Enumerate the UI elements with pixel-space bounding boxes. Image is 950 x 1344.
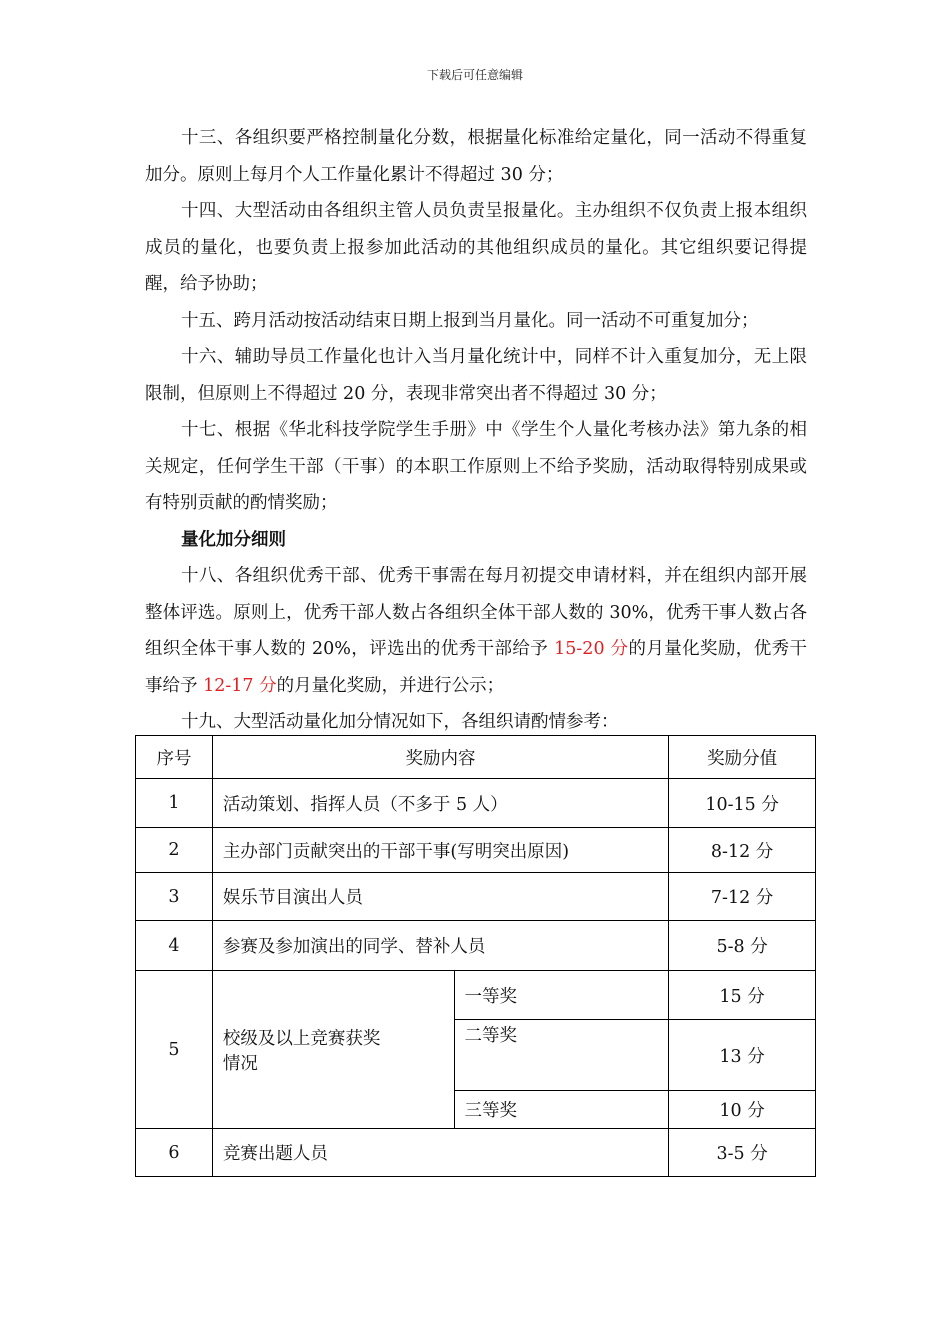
header-no: 序号 (136, 736, 213, 779)
award-score: 10 分 (669, 1091, 816, 1129)
award-level: 一等奖 (454, 971, 669, 1020)
row-content: 参赛及参加演出的同学、替补人员 (212, 921, 668, 971)
row-score: 7-12 分 (669, 873, 816, 921)
rule-18-text-1: 十八、各组织优秀干部、优秀干事需在每月初提交申请材料，并在组织内部开展整体评选。原则上，优秀干部人数占各组织全体干部人数的 30%，优秀干事人数占各组织全体干事人数的 20%，评选出的优秀干部给予 (145, 566, 807, 659)
row-score: 8-12 分 (669, 828, 816, 873)
row-no: 3 (136, 873, 213, 921)
header-score: 奖励分值 (669, 736, 816, 779)
table-row (136, 779, 816, 828)
rule-17: 十七、根据《华北科技学院学生手册》中《学生个人量化考核办法》第九条的相关规定，任何学生干部（干事）的本职工作原则上不给予奖励，活动取得特别成果或有特别贡献的酌情奖励； (145, 420, 807, 513)
row-no: 5 (136, 971, 213, 1129)
rule-18-text-2: 的月量化奖励，优秀干事给予 (145, 639, 807, 696)
rule-18-highlight-2: 12-17 分 (203, 675, 277, 696)
rule-16: 十六、辅助导员工作量化也计入当月量化统计中，同样不计入重复加分，无上限限制，但原则上不得超过 20 分，表现非常突出者不得超过 30 分； (145, 347, 807, 404)
row-no: 4 (136, 921, 213, 971)
row-score: 3-5 分 (669, 1129, 816, 1177)
row-score: 5-8 分 (669, 921, 816, 971)
page-header: 下载后可任意编辑 (426, 68, 523, 82)
competition-content-line-1: 校级及以上竞赛获奖 (222, 1028, 381, 1049)
rule-13: 十三、各组织要严格控制量化分数，根据量化标准给定量化，同一活动不得重复加分。原则上每月个人工作量化累计不得超过 30 分； (145, 128, 807, 185)
award-score: 13 分 (669, 1020, 816, 1091)
rules-body (145, 120, 807, 741)
rule-18 (145, 558, 807, 704)
row-score: 10-15 分 (669, 779, 816, 828)
awards-table (135, 735, 816, 1177)
competition-content-line-2: 情况 (222, 1053, 258, 1074)
section-heading: 量化加分细则 (181, 529, 286, 550)
row-no: 6 (136, 1129, 213, 1177)
row-content: 主办部门贡献突出的干部干事(写明突出原因) (212, 828, 668, 873)
row-content: 娱乐节目演出人员 (212, 873, 668, 921)
competition-content (212, 971, 454, 1129)
header-content: 奖励内容 (212, 736, 668, 779)
rule-18-highlight-1: 15-20 分 (554, 639, 629, 659)
award-level: 二等奖 (454, 1020, 669, 1091)
row-no: 1 (136, 779, 213, 828)
rule-15: 十五、跨月活动按活动结束日期上报到当月量化。同一活动不可重复加分； (181, 310, 759, 331)
row-no: 2 (136, 828, 213, 873)
award-score: 15 分 (669, 971, 816, 1020)
table-header-row (136, 736, 816, 779)
row-content: 活动策划、指挥人员（不多于 5 人） (212, 779, 668, 828)
award-level: 三等奖 (454, 1091, 669, 1129)
table-row (136, 1129, 816, 1177)
row-content: 竞赛出题人员 (212, 1129, 668, 1177)
rule-19: 十九、大型活动量化加分情况如下，各组织请酌情参考： (181, 712, 619, 732)
table-row (136, 921, 816, 971)
table-row (136, 873, 816, 921)
table-row (136, 828, 816, 873)
rule-14: 十四、大型活动由各组织主管人员负责呈报量化。主办组织不仅负责上报本组织成员的量化，也要负责上报参加此活动的其他组织成员的量化。其它组织要记得提醒，给予协助； (145, 201, 807, 294)
rule-18-text-3: 的月量化奖励，并进行公示； (276, 675, 505, 696)
table-row-competition (136, 971, 816, 1020)
